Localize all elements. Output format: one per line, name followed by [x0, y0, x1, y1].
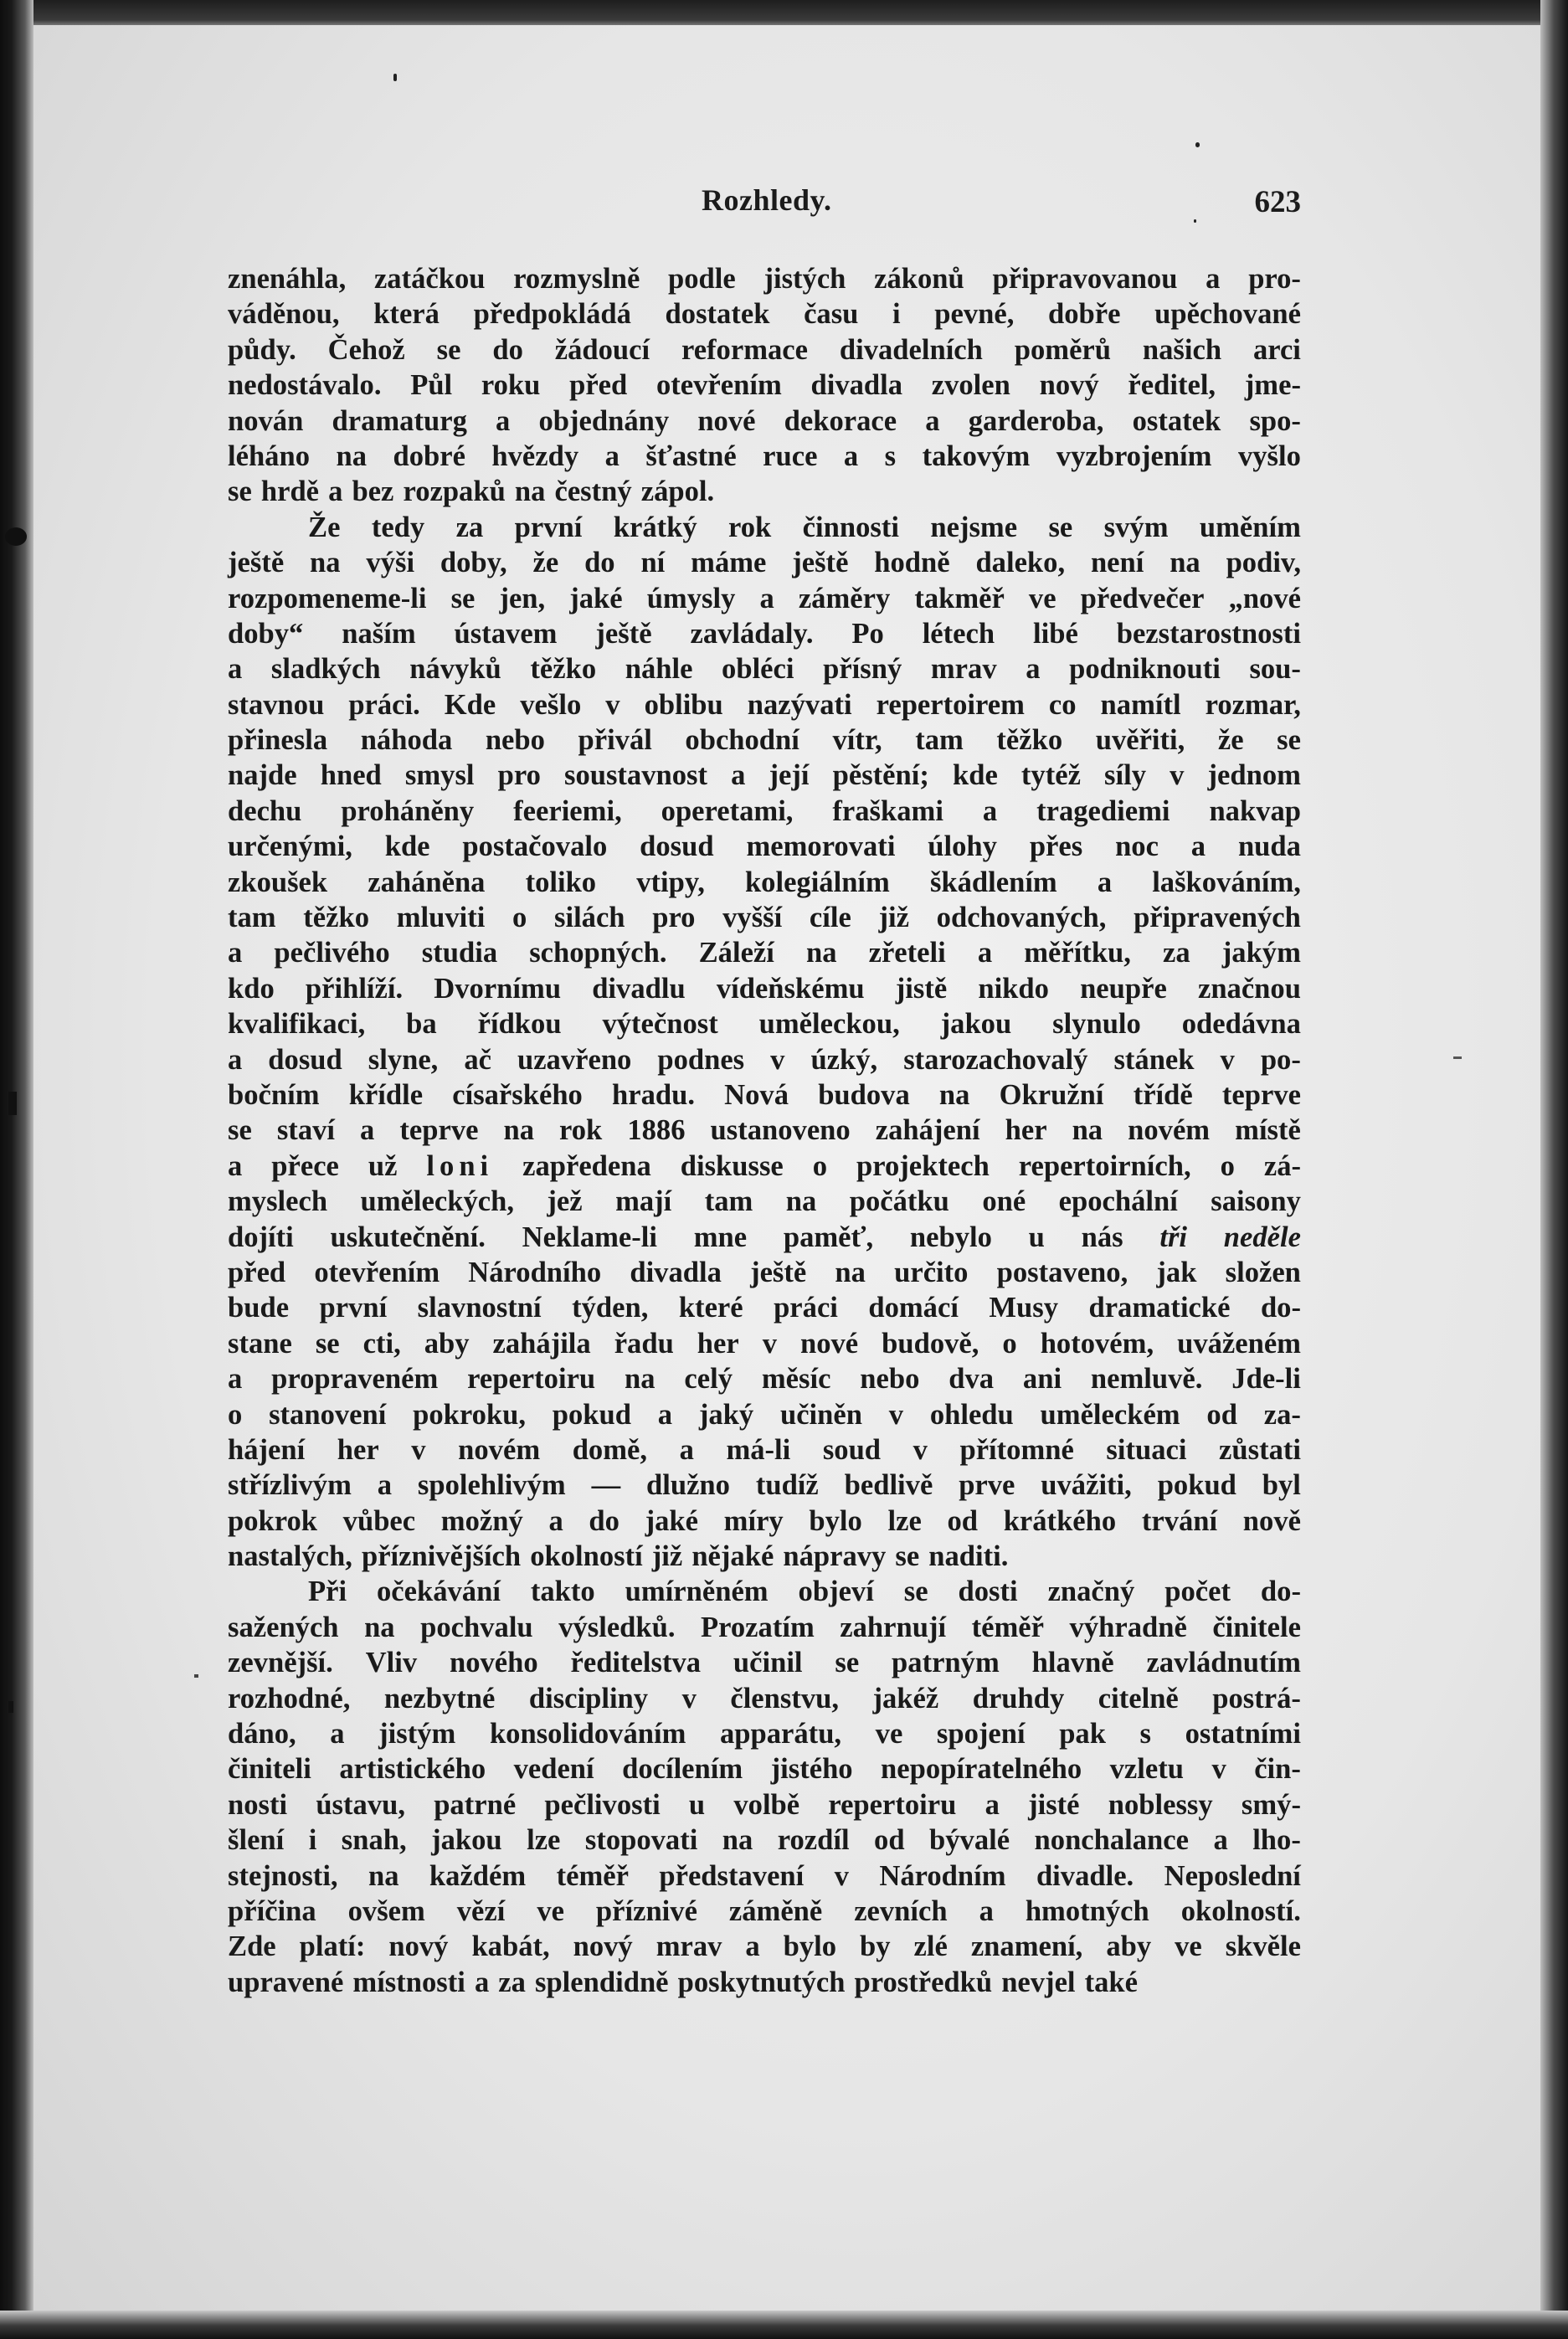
text-line: dechu proháněny feeriemi, operetami, fraškami a tragediemi nakvap: [228, 794, 1301, 827]
text-line: stane se cti, aby zahájila řadu her v nové budově, o hotovém, uváženém: [228, 1327, 1301, 1360]
text-line: doby“ naším ústavem ještě zavládaly. Po létech libé bezstarostnosti: [228, 617, 1301, 650]
text-line: a dosud slyne, ač uzavřeno podnes v úzký, starozachovalý stánek v po-: [228, 1043, 1301, 1076]
text-line: se staví a teprve na rok 1886 ustanoveno zahájení her na novém místě: [228, 1114, 1301, 1147]
text-line: určenými, kde postačovalo dosud memorovati úlohy přes noc a nuda: [228, 830, 1301, 863]
text-line: rozhodné, nezbytné discipliny v členstvu, jakéž druhdy citelně postrá-: [228, 1682, 1301, 1714]
page-header: [228, 182, 1301, 224]
text-line: zkoušek zaháněna toliko vtipy, kolegiálním škádlením a laškováním,: [228, 866, 1301, 898]
text-line: Při očekávání takto umírněném objeví se dosti značný počet do-: [308, 1576, 1301, 1608]
text-line: přinesla náhoda nebo přivál obchodní vítr, tam těžko uvěřiti, že se: [228, 724, 1301, 757]
text-line: stejnosti, na každém téměř představení v Národním divadle. Neposlední: [228, 1859, 1301, 1892]
text-line: sažených na pochvalu výsledků. Prozatím zahrnují téměř výhradně činitele: [228, 1611, 1301, 1643]
text-line: příčina ovšem vězí ve příznivé záměně zevních a hmotných okolností.: [228, 1894, 1301, 1927]
text-line: nastalých, příznivějších okolností již nějaké nápravy se naditi.: [228, 1540, 1009, 1573]
text-line: bude první slavnostní týden, které práci domácí Musy dramatické do-: [228, 1292, 1301, 1324]
text-line: kdo přihlíží. Dvornímu divadlu vídeňskému jistě nikdo neupře značnou: [228, 972, 1301, 1005]
text-line: šlení i snah, jakou lze stopovati na rozdíl od bývalé nonchalance a lho-: [228, 1824, 1301, 1857]
text-line: najde hned smysl pro soustavnost a její pěstění; kde tytéž síly v jednom: [228, 759, 1301, 792]
text-line: činiteli artistického vedení docílením jistého nepopíratelného vzletu v čin-: [228, 1753, 1301, 1786]
text-line: nedostávalo. Půl roku před otevřením divadla zvolen nový ředitel, jme-: [228, 369, 1301, 402]
article-body: [228, 261, 1301, 2000]
text-line: a přece už loni zapředena diskusse o projektech repertoirních, o zá-: [228, 1149, 1301, 1182]
text-line: váděnou, která předpokládá dostatek času i pevné, dobře upěchované: [228, 298, 1301, 331]
text-line: Že tedy za první krátký rok činnosti nejsme se svým uměním: [308, 511, 1301, 543]
text-line: půdy. Čehož se do žádoucí reformace divadelních poměrů našich arci: [228, 333, 1301, 366]
text-line: pokrok vůbec možný a do jaké míry bylo lze od krátkého trvání nově: [228, 1504, 1301, 1537]
text-line: dáno, a jistým konsolidováním apparátu, ve spojení pak s ostatními: [228, 1718, 1301, 1750]
scan-shadow-bottom: [0, 2311, 1568, 2339]
text-line: ještě na výši doby, že do ní máme ještě hodně daleko, není na podiv,: [228, 547, 1301, 579]
text-line: před otevřením Národního divadla ještě na určito postaveno, jak složen: [228, 1256, 1301, 1288]
paragraph: [228, 261, 1301, 510]
text-line: zevnější. Vliv nového ředitelstva učinil se patrným hlavně zavládnutím: [228, 1647, 1301, 1679]
text-line: a propraveném repertoiru na celý měsíc nebo dva ani nemluvě. Jde-li: [228, 1363, 1301, 1396]
text-line: léháno na dobré hvězdy a šťastné ruce a s takovým vyzbrojením vyšlo: [228, 440, 1301, 472]
text-line: rozpomeneme-li se jen, jaké úmysly a záměry takměř ve předvečer „nové: [228, 582, 1301, 614]
text-line: Zde platí: nový kabát, nový mrav a bylo by zlé znamení, aby ve skvěle: [228, 1930, 1301, 1963]
text-line: se hrdě a bez rozpaků na čestný zápol.: [228, 476, 715, 508]
text-line: střízlivým a spolehlivým — dlužno tudíž bedlivě prve uvážiti, pokud byl: [228, 1469, 1301, 1502]
text-line: stavnou práci. Kde vešlo v oblibu nazývati repertoirem co namítl rozmar,: [228, 688, 1301, 721]
text-line: kvalifikaci, ba řídkou výtečnost uměleckou, jakou slynulo odedávna: [228, 1008, 1301, 1041]
binding-shadow-left: [0, 0, 33, 2339]
text-line: dojíti uskutečnění. Neklame-li mne paměť, nebylo u nás tři neděle: [228, 1221, 1301, 1253]
text-line: nován dramaturg a objednány nové dekorace a garderoba, ostatek spo-: [228, 404, 1301, 437]
text-line: znenáhla, zatáčkou rozmyslně podle jistých zákonů připravovanou a pro-: [228, 263, 1301, 295]
text-line: a sladkých návyků těžko náhle obléci přísný mrav a podniknouti sou-: [228, 653, 1301, 686]
text-line: hájení her v novém domě, a má-li soud v přítomné situaci zůstati: [228, 1433, 1301, 1466]
text-line: upravené místnosti a za splendidně poskytnutých prostředků nevjel také: [228, 1966, 1138, 1998]
text-line: nosti ústavu, patrné pečlivosti u volbě repertoiru a jisté noblessy smý-: [228, 1788, 1301, 1821]
page-number: 623: [1254, 185, 1301, 219]
scan-shadow-right: [1540, 0, 1568, 2339]
text-line: tam těžko mluviti o silách pro vyšší cíle již odchovaných, připravených: [228, 902, 1301, 934]
paragraph: [228, 1574, 1301, 2000]
paragraph: [228, 510, 1301, 1575]
text-line: bočním křídle císařského hradu. Nová budova na Okružní třídě teprve: [228, 1078, 1301, 1111]
text-line: myslech uměleckých, jež mají tam na počátku oné epochální saisony: [228, 1185, 1301, 1218]
text-line: o stanovení pokroku, pokud a jaký učiněn v ohledu uměleckém od za-: [228, 1398, 1301, 1431]
text-line: a pečlivého studia schopných. Záleží na zřeteli a měřítku, za jakým: [228, 937, 1301, 969]
running-head: Rozhledy.: [702, 183, 832, 217]
